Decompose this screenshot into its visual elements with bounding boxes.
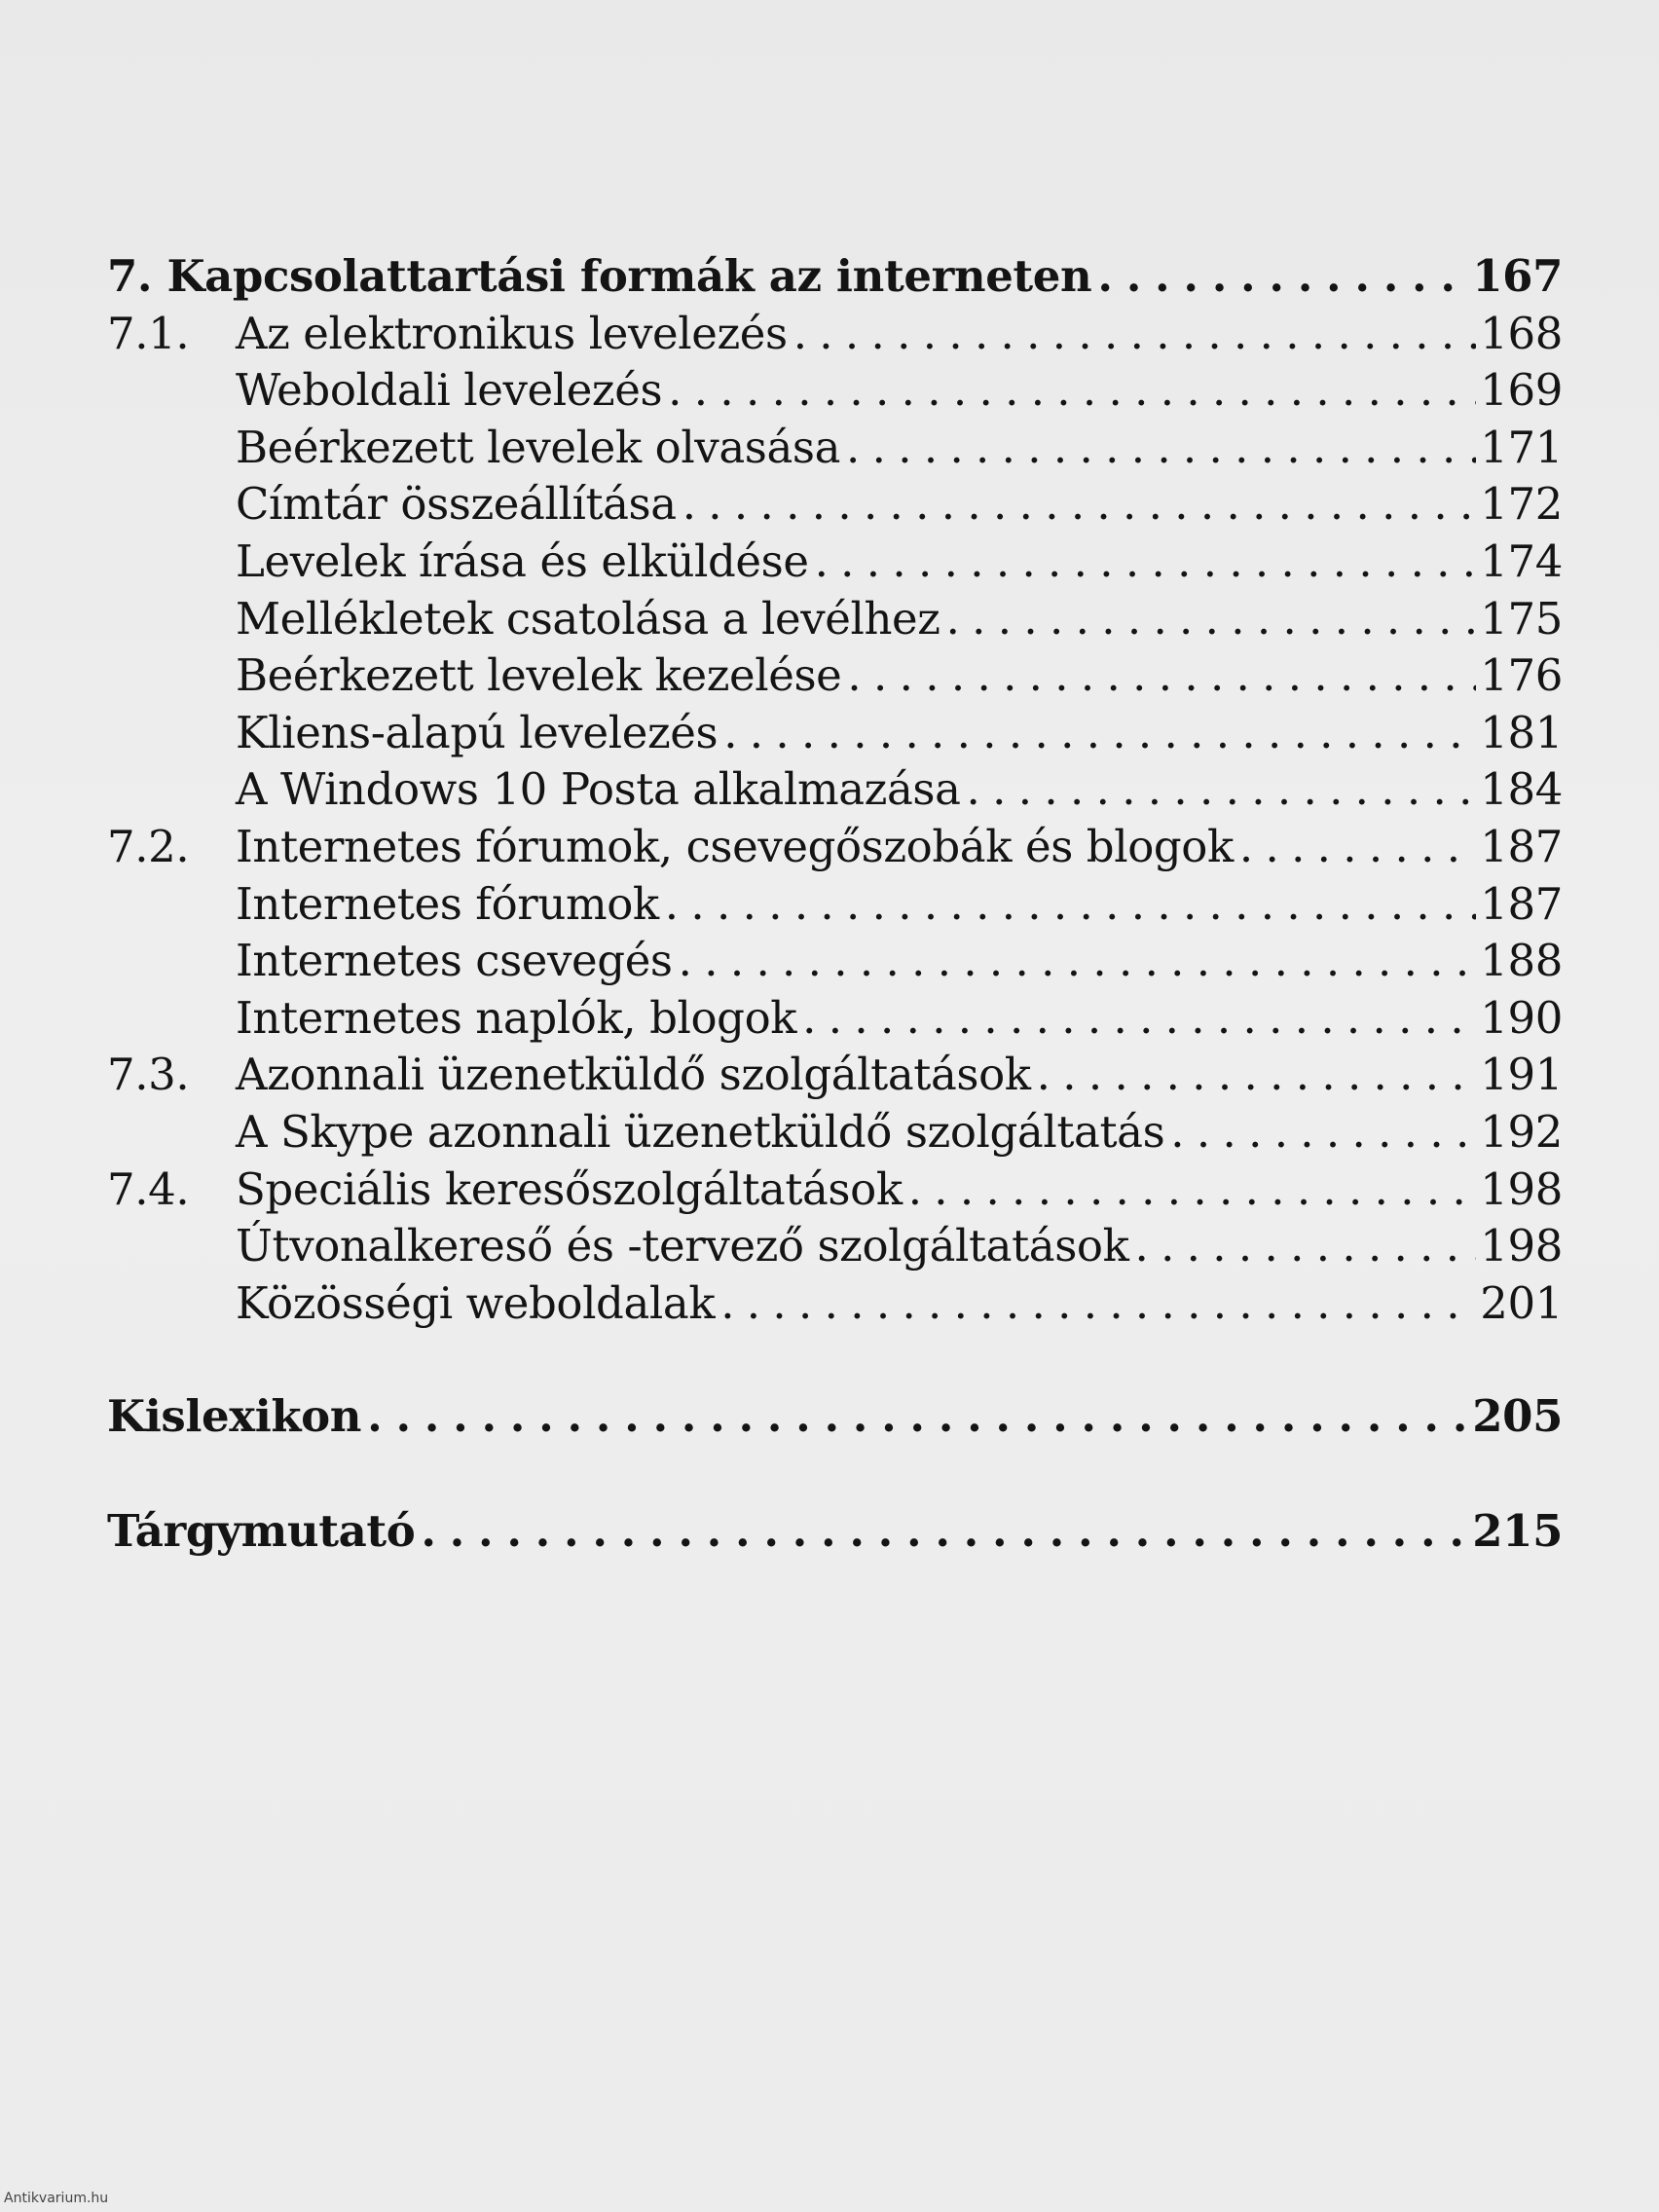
toc-row[interactable] xyxy=(107,647,1563,705)
entry-title: Közösségi weboldalak xyxy=(236,1276,716,1329)
dot-leader xyxy=(946,591,1477,648)
dot-leader xyxy=(720,1275,1476,1333)
entry-page: 187 xyxy=(1480,877,1563,930)
dot-leader xyxy=(665,876,1477,934)
entry-title: A Skype azonnali üzenetküldő szolgáltatás xyxy=(236,1105,1165,1158)
toc-row[interactable] xyxy=(107,534,1563,591)
toc-kislexikon-row[interactable] xyxy=(107,1388,1563,1446)
entry-page: 176 xyxy=(1480,649,1563,702)
dot-leader xyxy=(793,306,1477,363)
dot-leader xyxy=(1037,1047,1477,1104)
toc-row[interactable] xyxy=(107,990,1563,1048)
entry-page: 201 xyxy=(1480,1276,1563,1329)
entry-title: A Windows 10 Posta alkalmazása xyxy=(236,763,961,816)
toc-row[interactable] xyxy=(107,591,1563,648)
entry-title: Internetes naplók, blogok xyxy=(236,991,797,1044)
targymutato-page: 215 xyxy=(1472,1504,1563,1557)
entry-page: 171 xyxy=(1480,421,1563,473)
toc-row[interactable] xyxy=(107,933,1563,990)
entry-title: Útvonalkereső és -tervező szolgáltatások xyxy=(236,1220,1129,1272)
toc-row[interactable] xyxy=(107,819,1563,876)
entry-page: 188 xyxy=(1480,935,1563,987)
dot-leader xyxy=(367,1388,1468,1446)
table-of-contents xyxy=(107,248,1563,1560)
entry-title: Internetes fórumok, csevegőszobák és blogok xyxy=(236,820,1234,872)
toc-row[interactable] xyxy=(107,1104,1563,1161)
dot-leader xyxy=(723,705,1476,762)
section-number: 7.4. xyxy=(107,1162,190,1215)
entry-page: 192 xyxy=(1480,1105,1563,1158)
toc-targymutato-row[interactable] xyxy=(107,1503,1563,1561)
dot-leader xyxy=(1239,819,1476,876)
dot-leader xyxy=(1134,1218,1476,1275)
dot-leader xyxy=(815,534,1477,591)
entry-title: Címtár összeállítása xyxy=(236,478,677,531)
toc-row[interactable] xyxy=(107,1275,1563,1333)
toc-row[interactable] xyxy=(107,705,1563,762)
entry-title: Speciális keresőszolgáltatások xyxy=(236,1162,903,1215)
entry-title: Beérkezett levelek olvasása xyxy=(236,421,841,473)
dot-leader xyxy=(846,420,1476,477)
toc-chapter-row[interactable] xyxy=(107,248,1563,306)
entry-page: 187 xyxy=(1480,820,1563,872)
entry-page: 175 xyxy=(1480,592,1563,645)
entry-title: Az elektronikus levelezés xyxy=(236,307,788,359)
dot-leader xyxy=(847,647,1476,705)
dot-leader xyxy=(679,933,1477,990)
targymutato-title: Tárgymutató xyxy=(107,1504,416,1557)
entry-page: 169 xyxy=(1480,364,1563,417)
entry-page: 198 xyxy=(1480,1162,1563,1215)
watermark: Antikvarium.hu xyxy=(4,2191,109,2206)
toc-row[interactable] xyxy=(107,420,1563,477)
entry-page: 174 xyxy=(1480,535,1563,587)
dot-leader xyxy=(967,761,1477,819)
entry-title: Internetes fórumok xyxy=(236,877,659,930)
toc-row[interactable] xyxy=(107,876,1563,934)
toc-row[interactable] xyxy=(107,761,1563,819)
entry-page: 184 xyxy=(1480,763,1563,816)
chapter-page: 167 xyxy=(1472,250,1563,302)
entry-page: 190 xyxy=(1480,991,1563,1044)
entry-page: 191 xyxy=(1480,1049,1563,1101)
dot-leader xyxy=(1170,1104,1476,1161)
toc-row[interactable] xyxy=(107,476,1563,534)
toc-row[interactable] xyxy=(107,1218,1563,1275)
toc-row[interactable] xyxy=(107,306,1563,363)
spacer xyxy=(107,1446,1563,1503)
dot-leader xyxy=(802,990,1476,1048)
dot-leader xyxy=(908,1161,1477,1219)
entry-page: 181 xyxy=(1480,706,1563,758)
entry-page: 168 xyxy=(1480,307,1563,359)
entry-page: 198 xyxy=(1480,1220,1563,1272)
kislexikon-page: 205 xyxy=(1472,1390,1563,1443)
section-number: 7.2. xyxy=(107,820,190,872)
toc-row[interactable] xyxy=(107,1047,1563,1104)
section-number: 7.3. xyxy=(107,1049,190,1101)
dot-leader xyxy=(421,1503,1468,1561)
entry-title: Kliens-alapú levelezés xyxy=(236,706,719,758)
section-number: 7.1. xyxy=(107,307,190,359)
entry-title: Levelek írása és elküldése xyxy=(236,535,809,587)
dot-leader xyxy=(682,476,1477,534)
entry-title: Mellékletek csatolása a levélhez xyxy=(236,592,940,645)
entry-title: Weboldali levelezés xyxy=(236,364,663,417)
kislexikon-title: Kislexikon xyxy=(107,1390,362,1443)
entry-title: Internetes csevegés xyxy=(236,935,673,987)
chapter-title: 7. Kapcsolattartási formák az interneten xyxy=(107,250,1092,302)
spacer xyxy=(107,1332,1563,1388)
entry-page: 172 xyxy=(1480,478,1563,531)
dot-leader xyxy=(1097,248,1468,306)
entry-title: Beérkezett levelek kezelése xyxy=(236,649,842,702)
toc-row[interactable] xyxy=(107,1161,1563,1219)
entry-title: Azonnali üzenetküldő szolgáltatások xyxy=(236,1049,1031,1101)
toc-row[interactable] xyxy=(107,362,1563,420)
dot-leader xyxy=(668,362,1476,420)
